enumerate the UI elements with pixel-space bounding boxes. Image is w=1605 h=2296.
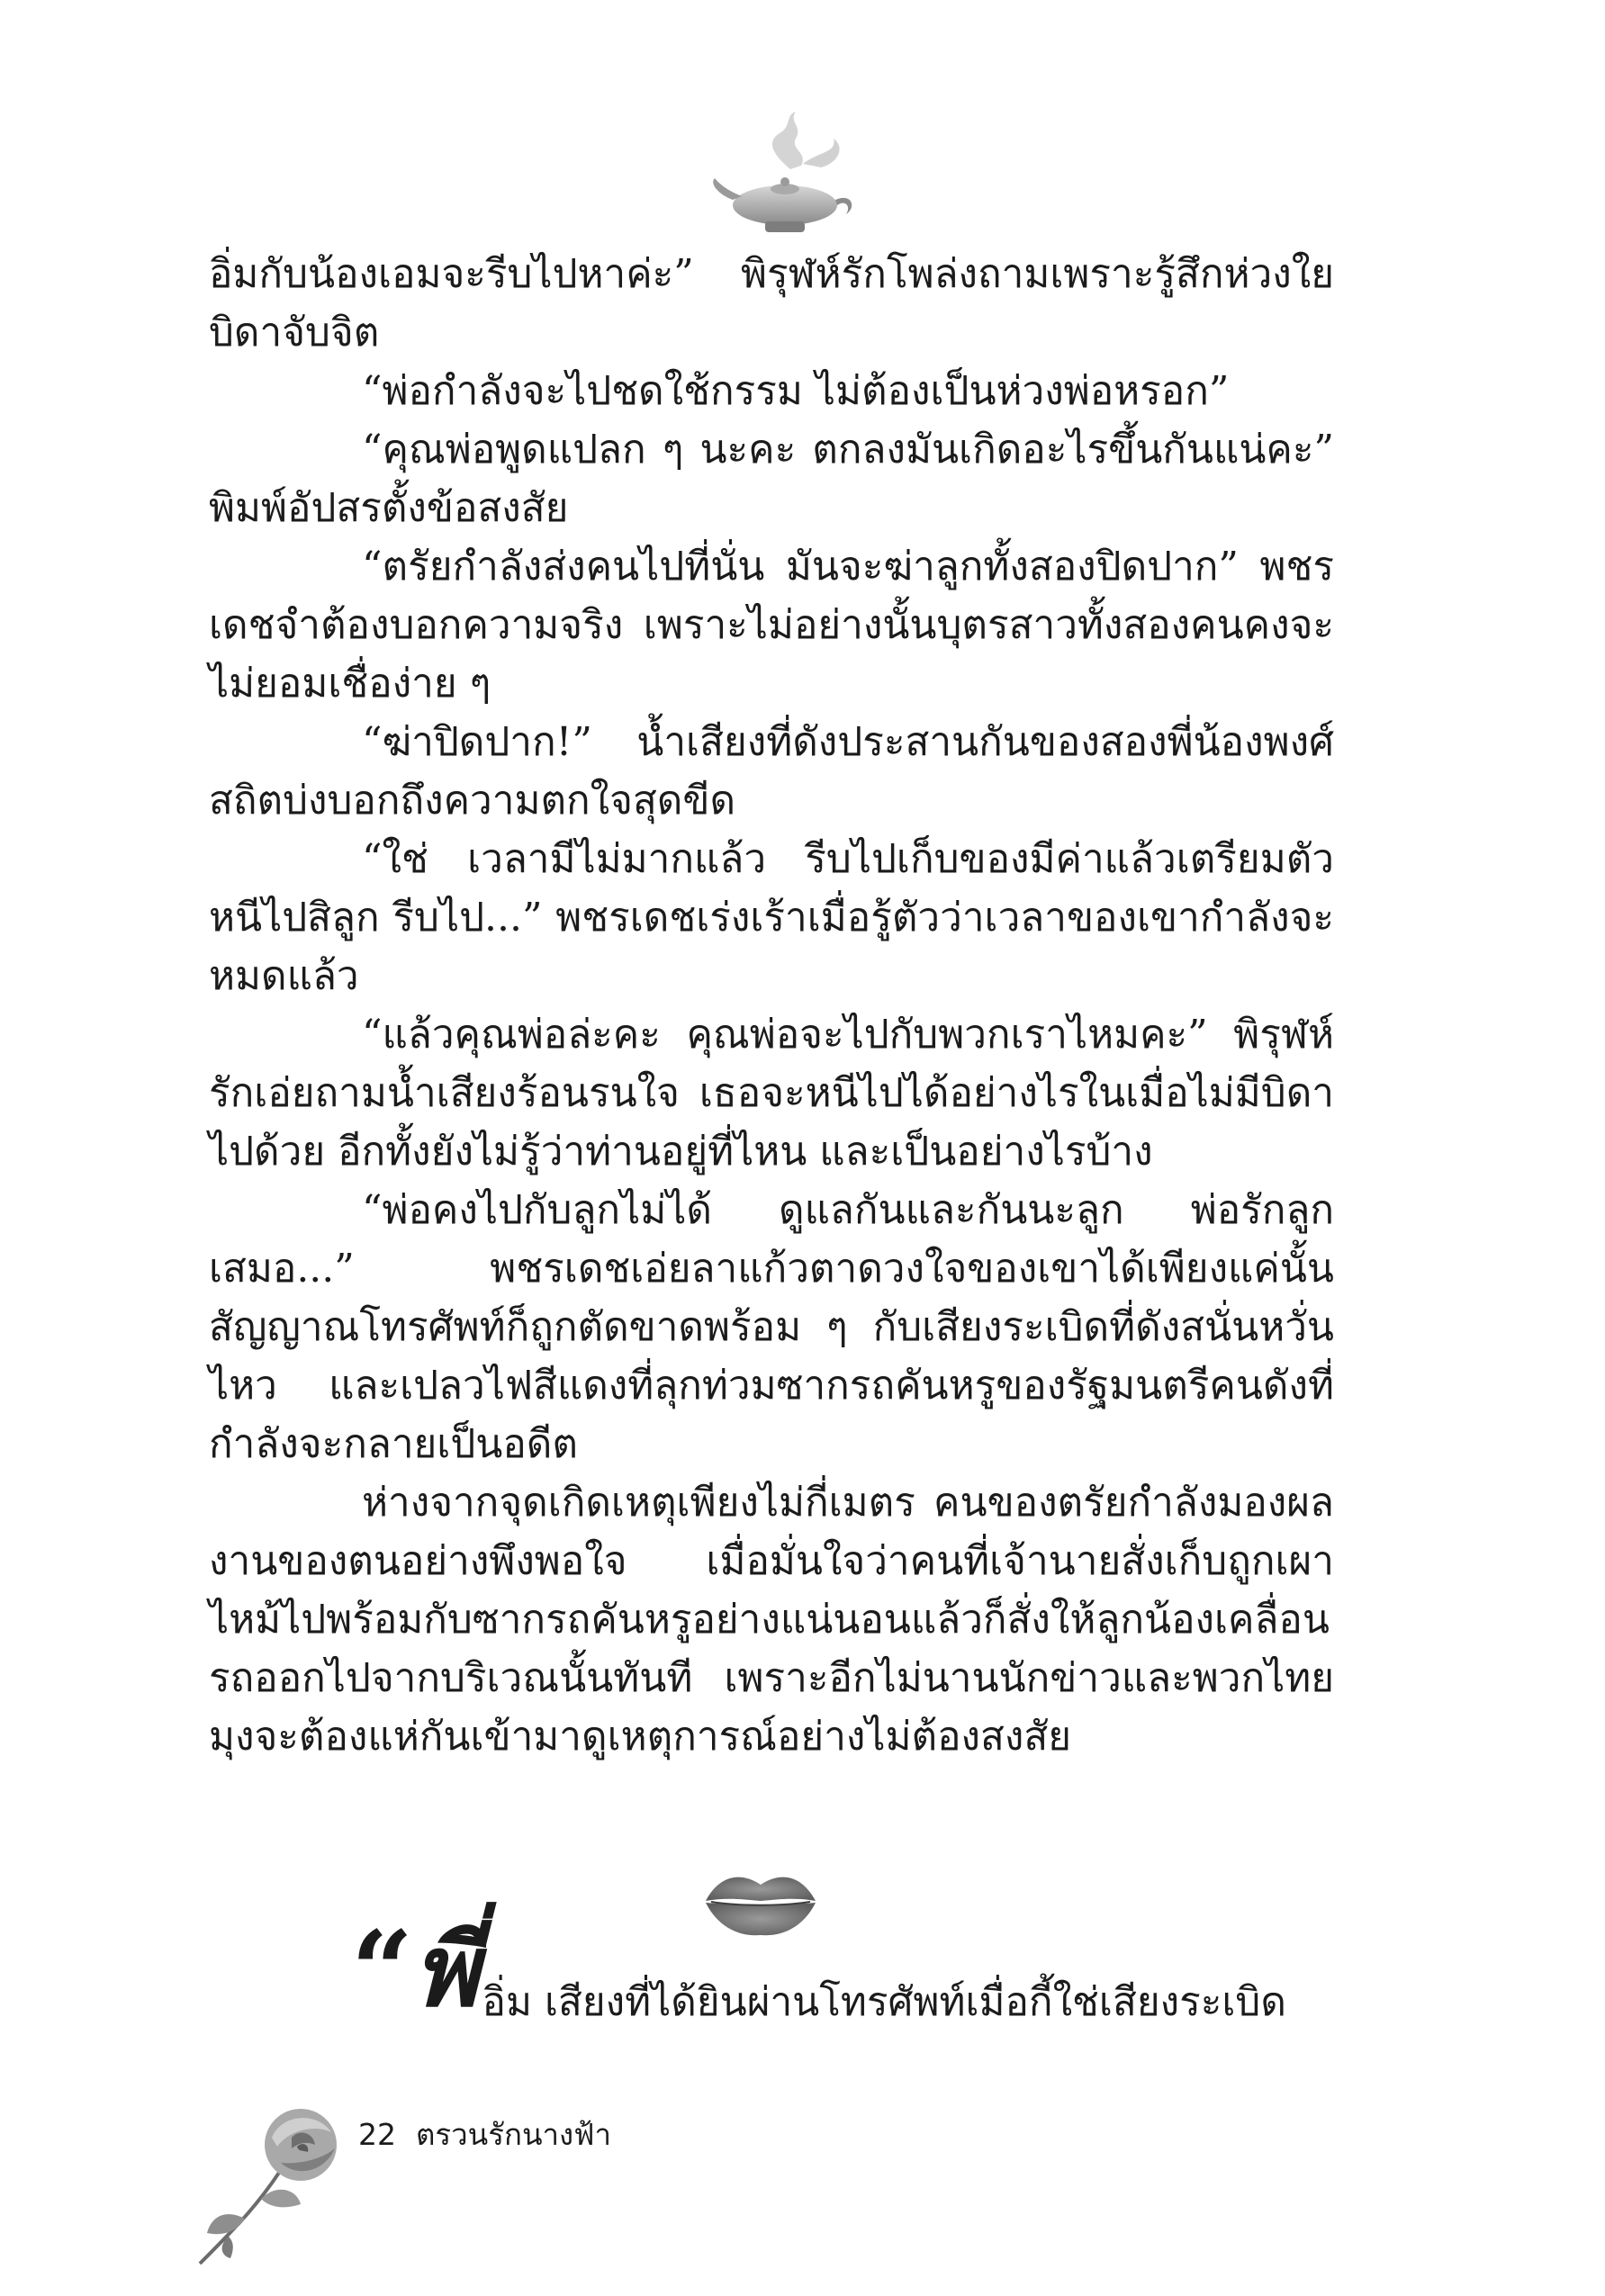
dropcap-quote-mark: “ (351, 1907, 414, 2034)
paragraph-2: “พ่อกำลังจะไปชดใช้กรรม ไม่ต้องเป็นห่วงพ่อหรอก” (362, 368, 1230, 414)
dropcap-word: พี่ (413, 1913, 479, 2029)
dropcap-line-text: อิ่ม เสียงที่ได้ยินผ่านโทรศัพท์เมื่อกี้ใช่เสียงระเบิด (482, 1979, 1286, 2025)
paragraph-8: “พ่อคงไปกับลูกไม่ได้ ดูแลกันและกันนะลูก พ่อรักลูกเสมอ...” พชรเดชเอ่ยลาแก้วตาดวงใจของเขาได้เพียงแค่นั้น สัญญาณโทรศัพท์ก็ถูกตัดขาดพร้อม ๆ กับเสียงระเบิดที่ดังสนั่นหวั่นไหว และเปลวไฟสีแดงที่ลุกท่วมซากรถคันหรูของรัฐมนตรีคนดังที่กำลังจะกลายเป็นอดีต (209, 1187, 1334, 1467)
paragraph-6: “ใช่ เวลามีไม่มากแล้ว รีบไปเก็บของมีค่าแล้วเตรียมตัวหนีไปสิลูก รีบไป...” พชรเดชเร่งเร้าเมื่อรู้ตัวว่าเวลาของเขากำลังจะหมดแล้ว (209, 836, 1334, 999)
magic-lamp-icon (702, 106, 864, 241)
paragraph-1: อิ่มกับน้องเอมจะรีบไปหาค่ะ” พิรุฬห์รักโพล่งถามเพราะรู้สึกห่วงใยบิดาจับจิต (209, 251, 1334, 356)
page-number: 22 (358, 2117, 396, 2152)
body-text (209, 245, 1334, 1766)
paragraph-7: “แล้วคุณพ่อล่ะคะ คุณพ่อจะไปกับพวกเราไหมคะ” พิรุฬห์รักเอ่ยถามน้ำเสียงร้อนรนใจ เธอจะหนีไปได้อย่างไรในเมื่อไม่มีบิดาไปด้วย อีกทั้งยังไม่รู้ว่าท่านอยู่ที่ไหน และเป็นอย่างไรบ้าง (209, 1012, 1334, 1175)
chapter-opening-line (351, 1908, 1341, 2034)
rose-icon (191, 2093, 362, 2268)
paragraph-9: ห่างจากจุดเกิดเหตุเพียงไม่กี่เมตร คนของตรัยกำลังมองผลงานของตนอย่างพึงพอใจ เมื่อมั่นใจว่าคนที่เจ้านายสั่งเก็บถูกเผาไหม้ไปพร้อมกับซากรถคันหรูอย่างแน่นอนแล้วก็สั่งให้ลูกน้องเคลื่อนรถออกไปจากบริเวณนั้นทันที เพราะอีกไม่นานนักข่าวและพวกไทยมุงจะต้องแห่กันเข้ามาดูเหตุการณ์อย่างไม่ต้องสงสัย (209, 1480, 1334, 1760)
paragraph-3: “คุณพ่อพูดแปลก ๆ นะคะ ตกลงมันเกิดอะไรขึ้นกันแน่คะ” พิมพ์อัปสรตั้งข้อสงสัย (209, 427, 1334, 531)
paragraph-4: “ตรัยกำลังส่งคนไปที่นั่น มันจะฆ่าลูกทั้งสองปิดปาก” พชรเดชจำต้องบอกความจริง เพราะไม่อย่างนั้นบุตรสาวทั้งสองคนคงจะไม่ยอมเชื่อง่าย ๆ (209, 544, 1334, 707)
book-title: ตรวนรักนางฟ้า (416, 2117, 612, 2152)
paragraph-5: “ฆ่าปิดปาก!” น้ำเสียงที่ดังประสานกันของสองพี่น้องพงศ์สถิตบ่งบอกถึงความตกใจสุดขีด (209, 719, 1334, 824)
page-footer (358, 2117, 611, 2153)
